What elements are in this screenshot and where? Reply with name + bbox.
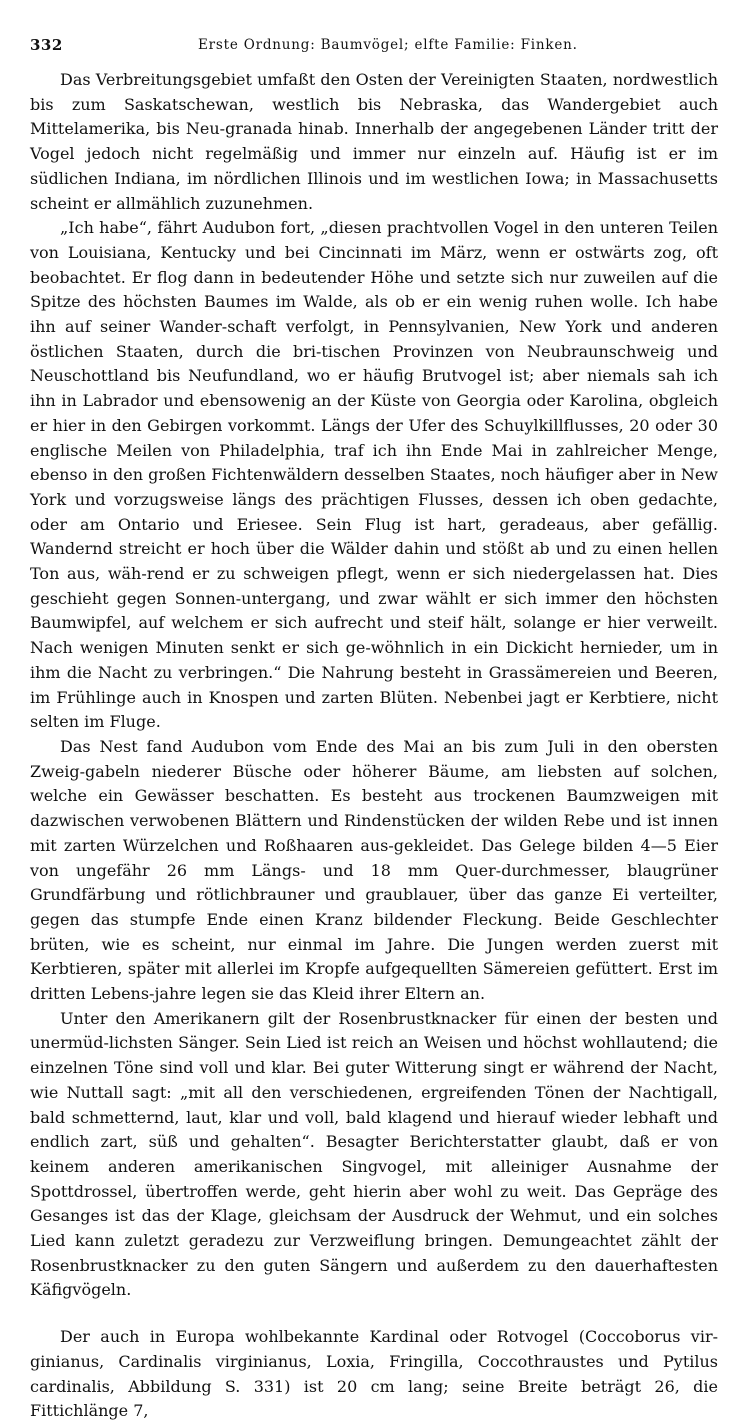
page-number: 332 <box>30 36 63 54</box>
page-header <box>30 36 718 60</box>
paragraph-distribution: Das Verbreitungsgebiet umfaßt den Osten der Vereinigten Staaten, nordwestlich bis zum Saskatschewan, westlich bis Nebraska, das Wandergebiet auch Mittelamerika, bis Neu-granada hinab. Innerhalb der angegebenen Länder tritt der Vogel jedoch nicht regelmäßig und immer nur einzeln auf. Häufig ist er im südlichen Indiana, im nördlichen Illinois und im westlichen Iowa; in Massachusetts scheint er allmählich zuzunehmen. <box>30 70 718 213</box>
book-page <box>30 36 718 1421</box>
paragraph-cardinal: Der auch in Europa wohlbekannte Kardinal oder Rotvogel (Coccoborus vir-ginianus, Cardinalis virginianus, Loxia, Fringilla, Coccothraustes und Pytilus cardinalis, Abbildung S. 331) ist 20 cm lang; seine Breite beträgt 26, die Fittichlänge 7, <box>30 1327 718 1421</box>
paragraph-nest: Das Nest fand Audubon vom Ende des Mai an bis zum Juli in den obersten Zweig-gabeln niederer Büsche oder höherer Bäume, am liebsten auf solchen, welche ein Gewässer beschatten. Es besteht aus trockenen Baumzweigen mit dazwischen verwobenen Blättern und Rindenstücken der wilden Rebe und ist innen mit zarten Würzelchen und Roßhaaren aus-gekleidet. Das Gelege bilden 4—5 Eier von ungefähr 26 mm Längs- und 18 mm Quer-durchmesser, blaugrüner Grundfärbung und rötlichbrauner und graublauer, über das ganze Ei verteilter, gegen das stumpfe Ende einen Kranz bildender Fleckung. Beide Geschlechter brüten, wie es scheint, nur einmal im Jahre. Die Jungen werden zuerst mit Kerbtieren, später mit allerlei im Kropfe aufgequellten Sämereien gefüttert. Erst im dritten Lebens-jahre legen sie das Kleid ihrer Eltern an. <box>30 736 718 1004</box>
body-text <box>30 68 718 1424</box>
running-head: Erste Ordnung: Baumvögel; elfte Familie: Finken. <box>198 37 578 53</box>
paragraph-audubon-observations: „Ich habe“, fährt Audubon fort, „diesen prachtvollen Vogel in den unteren Teilen von Louisiana, Kentucky und bei Cincinnati im März, wenn er ostwärts zog, oft beobachtet. Er flog dann in bedeutender Höhe und setzte sich nur zuweilen auf die Spitze des höchsten Baumes im Walde, als ob er ein wenig ruhen wolle. Ich habe ihn auf seiner Wander-schaft verfolgt, in Pennsylvanien, New York und anderen östlichen Staaten, durch die bri-tischen Provinzen von Neubraunschweig und Neuschottland bis Neufundland, wo er häufig Brutvogel ist; aber niemals sah ich ihn in Labrador und ebensowenig an der Küste von Georgia oder Karolina, obgleich er hier in den Gebirgen vorkommt. Längs der Ufer des Schuylkillflusses, 20 oder 30 englische Meilen von Philadelphia, traf ich ihn Ende Mai in zahlreicher Menge, ebenso in den großen Fichtenwäldern desselben Staates, noch häufiger aber in New York und vorzugsweise längs des prächtigen Flusses, dessen ich oben gedachte, oder am Ontario und Eriesee. Sein Flug ist hart, geradeaus, aber gefällig. Wandernd streicht er hoch über die Wälder dahin und stößt ab und zu einen hellen Ton aus, wäh-rend er zu schweigen pflegt, wenn er sich niedergelassen hat. Dies geschieht gegen Sonnen-untergang, und zwar wählt er sich immer den höchsten Baumwipfel, auf welchem er sich aufrecht und steif hält, solange er hier verweilt. Nach wenigen Minuten senkt er sich ge-wöhnlich in ein Dickicht hernieder, um in ihm die Nacht zu verbringen.“ Die Nahrung besteht in Grassämereien und Beeren, im Frühlinge auch in Knospen und zarten Blüten. Nebenbei jagt er Kerbtiere, nicht selten im Fluge. <box>30 218 718 732</box>
paragraph-song: Unter den Amerikanern gilt der Rosenbrustknacker für einen der besten und unermüd-lichsten Sänger. Sein Lied ist reich an Weisen und höchst wohllautend; die einzelnen Töne sind voll und klar. Bei guter Witterung singt er während der Nacht, wie Nuttall sagt: „mit all den verschiedenen, ergreifenden Tönen der Nachtigall, bald schmetternd, laut, klar und voll, bald klagend und hierauf wieder lebhaft und endlich zart, süß und gehalten“. Besagter Berichterstatter glaubt, daß er von keinem anderen amerikanischen Singvogel, mit alleiniger Ausnahme der Spottdrossel, übertroffen werde, geht hierin aber wohl zu weit. Das Gepräge des Gesanges ist das der Klage, gleichsam der Ausdruck der Wehmut, und ein solches Lied kann zuletzt geradezu zur Verzweiflung bringen. Demungeachtet zählt der Rosenbrustknacker zu den guten Sängern und außerdem zu den dauerhaftesten Käfigvögeln. <box>30 1008 718 1300</box>
